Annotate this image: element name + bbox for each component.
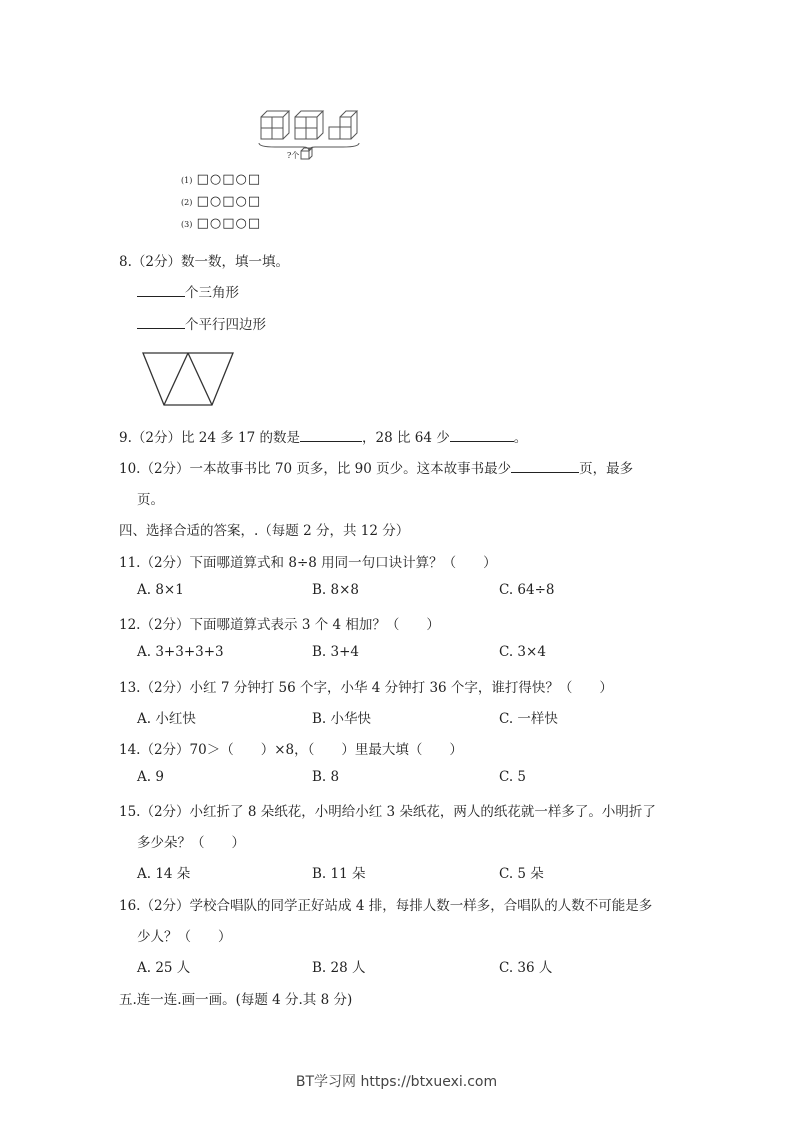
option-b[interactable]: B. 11 朵 xyxy=(312,866,366,882)
q10-text-3: 页。 xyxy=(137,492,164,508)
option-c[interactable]: C. 3×4 xyxy=(499,644,546,660)
q8-line2-text: 个平行四边形 xyxy=(185,317,266,333)
q8-answer-line-2 xyxy=(137,313,266,333)
symbol-row-3 xyxy=(181,215,261,231)
option-c[interactable]: C. 5 朵 xyxy=(499,866,544,882)
question-15: 15.（2分）小红折了 8 朵纸花，小明给小红 3 朵纸花，两人的纸花就一样多了。小明折了 xyxy=(119,804,656,820)
option-c[interactable]: C. 5 xyxy=(499,769,527,785)
question-15-cont: 多少朵？（ ） xyxy=(137,835,245,851)
answer-blank[interactable] xyxy=(300,427,362,442)
option-b[interactable]: B. 8×8 xyxy=(312,582,359,598)
q10-text-1: 10.（2分）一本故事书比 70 页多，比 90 页少。这本故事书最少 xyxy=(119,461,512,477)
answer-blank[interactable] xyxy=(511,458,579,473)
q10-text-2: 页，最多 xyxy=(579,461,634,477)
section-5-heading: 五.连一连.画一画。(每题 4 分.其 8 分) xyxy=(119,992,353,1008)
symbol-row-label: (2) xyxy=(181,198,193,207)
option-b[interactable]: B. 小华快 xyxy=(312,711,372,727)
triangles-figure xyxy=(140,350,235,408)
cube-stacks-figure xyxy=(255,105,365,165)
option-c[interactable]: C. 64÷8 xyxy=(499,582,555,598)
symbol-row-label: (1) xyxy=(181,176,193,185)
option-c[interactable]: C. 一样快 xyxy=(499,711,558,727)
question-14: 14.（2分）70＞（ ）×8，（ ）里最大填（ ） xyxy=(119,742,463,758)
answer-blank[interactable] xyxy=(450,427,514,442)
q9-text-3: 。 xyxy=(513,430,528,446)
symbol-row-2 xyxy=(181,193,261,209)
q9-text-2: ，28 比 64 少 xyxy=(362,430,450,446)
option-a[interactable]: A. 25 人 xyxy=(137,960,191,976)
option-a[interactable]: A. 8×1 xyxy=(137,582,184,598)
answer-blank[interactable] xyxy=(137,282,185,297)
question-8-title: 8.（2分）数一数，填一填。 xyxy=(119,254,289,270)
q8-answer-line-1 xyxy=(137,281,239,301)
q8-line1-text: 个三角形 xyxy=(185,285,239,301)
section-4-heading: 四、选择合适的答案，.（每题 2 分，共 12 分） xyxy=(119,523,410,539)
footer-watermark[interactable]: BT学习网 https://btxuexi.com xyxy=(295,1074,498,1090)
symbol-row-shapes: □○□○□ xyxy=(196,216,262,231)
symbol-row-label: (3) xyxy=(181,220,193,229)
answer-blank[interactable] xyxy=(137,314,185,329)
question-16-cont: 少人？（ ） xyxy=(137,929,232,945)
option-b[interactable]: B. 28 人 xyxy=(312,960,366,976)
symbol-row-1 xyxy=(181,171,261,187)
symbol-row-shapes: □○□○□ xyxy=(196,172,262,187)
question-16: 16.（2分）学校合唱队的同学正好站成 4 排，每排人数一样多，合唱队的人数不可能是多 xyxy=(119,898,653,914)
question-10-cont xyxy=(137,488,164,508)
option-a[interactable]: A. 小红快 xyxy=(137,711,196,727)
question-13: 13.（2分）小红 7 分钟打 56 个字，小华 4 分钟打 36 个字，谁打得快？（ ） xyxy=(119,680,613,696)
question-11: 11.（2分）下面哪道算式和 8÷8 用同一句口诀计算？（ ） xyxy=(119,555,497,571)
question-9 xyxy=(119,426,527,446)
q9-text-1: 9.（2分）比 24 多 17 的数是 xyxy=(119,430,300,446)
option-b[interactable]: B. 3+4 xyxy=(312,644,359,660)
cube-count-caption: ?个 xyxy=(287,151,300,160)
option-c[interactable]: C. 36 人 xyxy=(499,960,553,976)
question-12: 12.（2分）下面哪道算式表示 3 个 4 相加？（ ） xyxy=(119,617,440,633)
symbol-row-shapes: □○□○□ xyxy=(196,194,262,209)
option-b[interactable]: B. 8 xyxy=(312,769,340,785)
option-a[interactable]: A. 14 朵 xyxy=(137,866,191,882)
question-10 xyxy=(119,457,633,477)
option-a[interactable]: A. 3+3+3+3 xyxy=(137,644,224,660)
option-a[interactable]: A. 9 xyxy=(137,769,164,785)
